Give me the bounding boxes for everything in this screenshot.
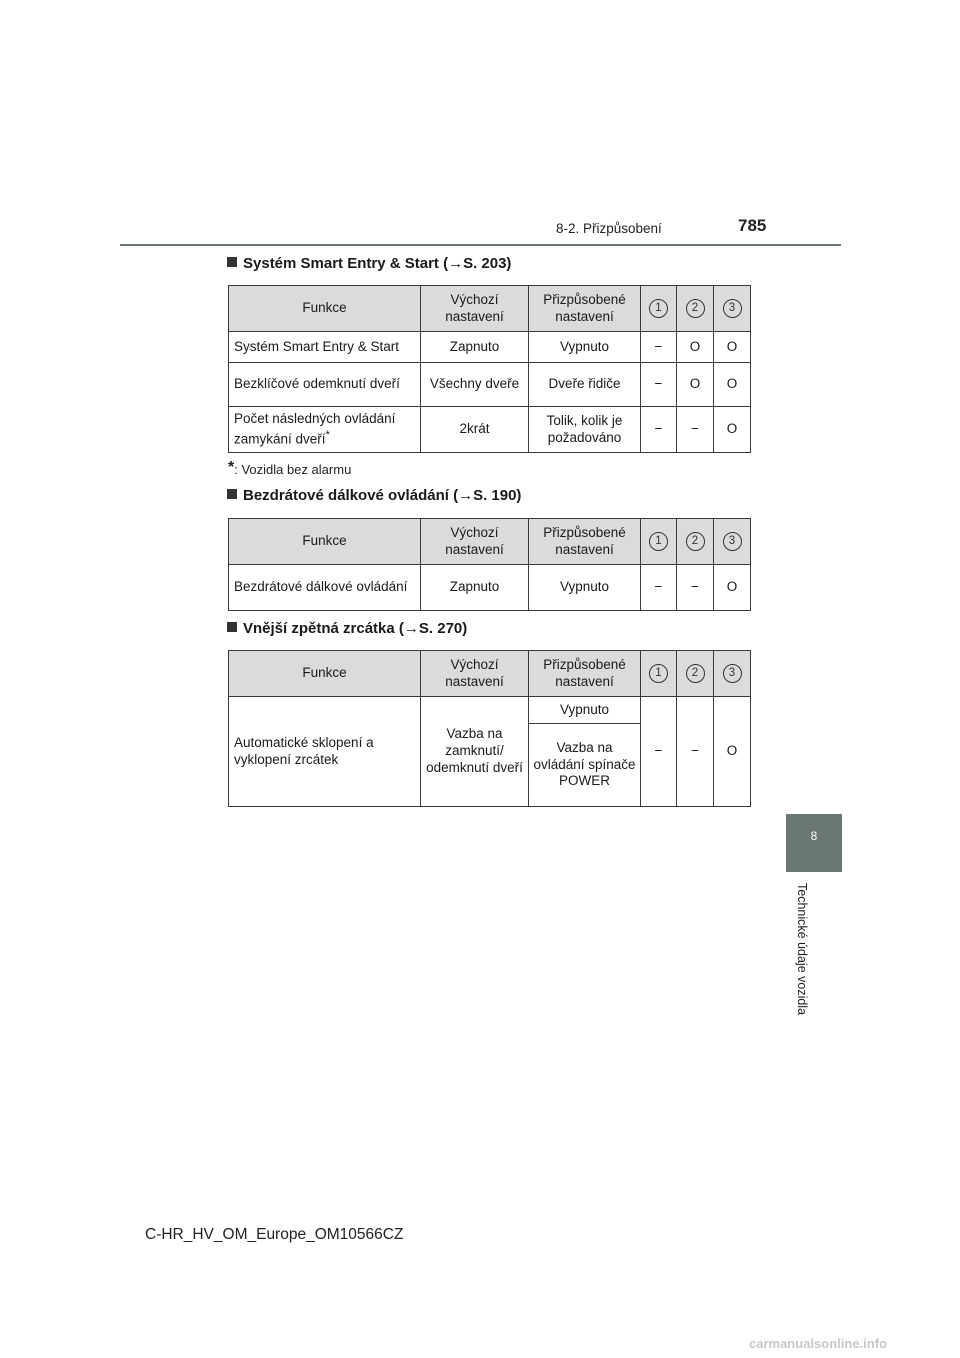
cell-custom: Vazba na ovládání spínače POWER xyxy=(529,724,641,807)
circled-1-icon: 1 xyxy=(649,299,668,318)
cell-function: Automatické sklopení a vyklopení zrcátek xyxy=(229,697,421,807)
watermark: carmanualsonline.info xyxy=(749,1336,887,1351)
footnote xyxy=(228,459,351,477)
circled-2-icon: 2 xyxy=(686,532,705,551)
circled-2-icon: 2 xyxy=(686,664,705,683)
chapter-label: Technické údaje vozidla xyxy=(795,883,809,1016)
footnote-marker: * xyxy=(325,428,330,441)
cell-function xyxy=(229,407,421,453)
cell-mode2: − xyxy=(677,565,714,611)
page-number: 785 xyxy=(738,216,767,235)
table-row xyxy=(229,363,751,407)
header-custom: Přizpůsobené nastavení xyxy=(529,286,641,332)
document-id: C-HR_HV_OM_Europe_OM10566CZ xyxy=(145,1226,404,1243)
cell-default: Všechny dveře xyxy=(421,363,529,407)
square-bullet-icon xyxy=(227,489,237,499)
table-header-row xyxy=(229,519,751,565)
cell-mode3: O xyxy=(714,332,751,363)
cell-mode2: O xyxy=(677,363,714,407)
cell-mode2: O xyxy=(677,332,714,363)
table-row xyxy=(229,697,751,724)
header-custom: Přizpůsobené nastavení xyxy=(529,651,641,697)
circled-1-icon: 1 xyxy=(649,532,668,551)
cell-function: Systém Smart Entry & Start xyxy=(229,332,421,363)
section-heading-remote xyxy=(227,487,521,504)
cell-mode3: O xyxy=(714,697,751,807)
smart-entry-table xyxy=(228,285,751,453)
cell-mode1: − xyxy=(641,697,677,807)
chapter-number: 8 xyxy=(810,829,818,843)
chapter-tab xyxy=(786,814,842,872)
table-row xyxy=(229,565,751,611)
header-default: Výchozí nastavení xyxy=(421,519,529,565)
circled-3-icon: 3 xyxy=(723,299,742,318)
heading-text: Bezdrátové dálkové ovládání (→S. 190) xyxy=(243,487,522,504)
cell-custom: Tolik, kolik je požadováno xyxy=(529,407,641,453)
cell-custom: Vypnuto xyxy=(529,565,641,611)
section-title: 8-2. Přizpůsobení xyxy=(556,221,662,236)
cell-mode1: − xyxy=(641,565,677,611)
cell-mode1: − xyxy=(641,332,677,363)
table-row xyxy=(229,332,751,363)
header-funkce: Funkce xyxy=(229,651,421,697)
square-bullet-icon xyxy=(227,622,237,632)
cell-default: Zapnuto xyxy=(421,565,529,611)
cell-default: Vazba na zamknutí/ odemknutí dveří xyxy=(421,697,529,807)
section-heading-smart-entry xyxy=(227,255,511,272)
cell-custom: Dveře řidiče xyxy=(529,363,641,407)
table-row xyxy=(229,407,751,453)
square-bullet-icon xyxy=(227,257,237,267)
footnote-asterisk: * xyxy=(228,459,235,476)
cell-mode3: O xyxy=(714,407,751,453)
heading-text: Vnější zpětná zrcátka (→S. 270) xyxy=(243,620,468,637)
section-heading-mirrors xyxy=(227,620,467,637)
cell-default: Zapnuto xyxy=(421,332,529,363)
circled-3-icon: 3 xyxy=(723,664,742,683)
table-header-row xyxy=(229,651,751,697)
footnote-text: : Vozidla bez alarmu xyxy=(234,462,352,477)
header-default: Výchozí nastavení xyxy=(421,286,529,332)
cell-custom: Vypnuto xyxy=(529,332,641,363)
heading-text: Systém Smart Entry & Start (→S. 203) xyxy=(243,255,512,272)
header-default: Výchozí nastavení xyxy=(421,651,529,697)
cell-function: Bezdrátové dálkové ovládání xyxy=(229,565,421,611)
cell-mode1: − xyxy=(641,407,677,453)
mirrors-table xyxy=(228,650,751,807)
header-funkce: Funkce xyxy=(229,286,421,332)
header-divider xyxy=(120,244,841,246)
header-custom: Přizpůsobené nastavení xyxy=(529,519,641,565)
cell-mode1: − xyxy=(641,363,677,407)
cell-mode3: O xyxy=(714,363,751,407)
cell-custom: Vypnuto xyxy=(529,697,641,724)
cell-mode2: − xyxy=(677,697,714,807)
header-funkce: Funkce xyxy=(229,519,421,565)
remote-table xyxy=(228,518,751,611)
circled-1-icon: 1 xyxy=(649,664,668,683)
cell-default: 2krát xyxy=(421,407,529,453)
cell-mode2: − xyxy=(677,407,714,453)
cell-function-text: Počet následných ovládání zamykání dveří xyxy=(234,410,396,447)
circled-2-icon: 2 xyxy=(686,299,705,318)
cell-function: Bezklíčové odemknutí dveří xyxy=(229,363,421,407)
cell-mode3: O xyxy=(714,565,751,611)
table-header-row xyxy=(229,286,751,332)
circled-3-icon: 3 xyxy=(723,532,742,551)
